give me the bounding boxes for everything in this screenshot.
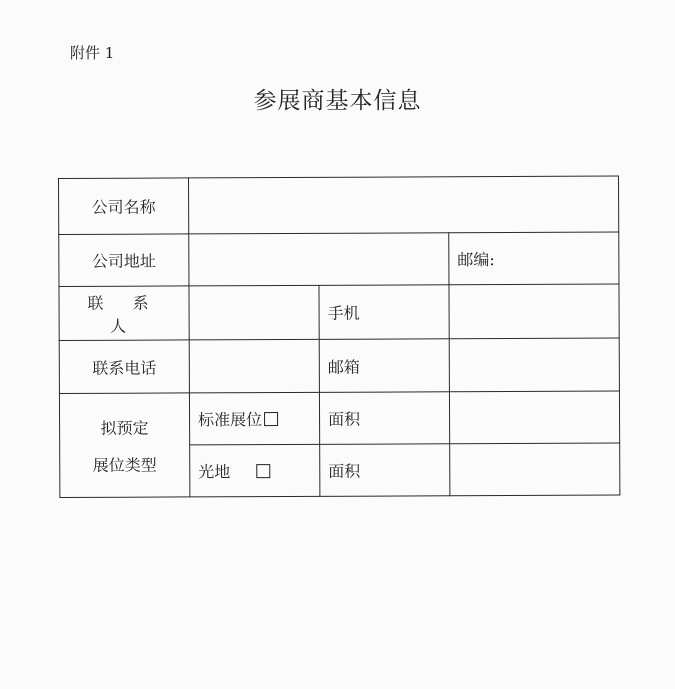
area-field-standard[interactable] (449, 391, 619, 444)
raw-space-checkbox[interactable] (256, 464, 270, 478)
email-field[interactable] (449, 338, 619, 392)
row-standard-booth (59, 391, 619, 445)
postcode-label: 邮编: (457, 250, 495, 270)
standard-booth-checkbox[interactable] (264, 412, 278, 426)
contact-person-field[interactable] (189, 285, 319, 340)
standard-booth-option[interactable] (189, 392, 319, 445)
row-contact-phone (59, 338, 619, 393)
document-title: 参展商基本信息 (253, 88, 422, 114)
row-company-address (59, 232, 619, 286)
attachment-label: 附件 1 (70, 44, 115, 62)
company-name-field[interactable] (189, 176, 619, 234)
company-address-label: 公司地址 (59, 234, 189, 287)
booth-type-label-line2: 展位类型 (92, 455, 157, 475)
area-field-raw[interactable] (450, 443, 620, 496)
booth-type-label (59, 393, 189, 498)
row-contact-person (59, 284, 619, 340)
booth-type-label-line1: 拟预定 (100, 418, 149, 438)
mobile-label: 手机 (319, 285, 449, 340)
raw-space-option[interactable] (190, 444, 320, 497)
raw-space-label: 光地 (198, 462, 231, 482)
area-label-raw: 面积 (320, 444, 450, 497)
company-name-label: 公司名称 (59, 178, 189, 235)
contact-person-label: 联 系 人 (59, 286, 189, 341)
exhibitor-info-form (58, 176, 620, 498)
email-label: 邮箱 (319, 339, 449, 393)
area-label-standard: 面积 (319, 392, 449, 445)
postcode-field[interactable] (449, 232, 619, 285)
contact-phone-label: 联系电话 (59, 340, 189, 394)
contact-phone-field[interactable] (189, 339, 319, 393)
mobile-field[interactable] (449, 284, 619, 339)
company-address-field[interactable] (189, 233, 449, 286)
row-company-name (59, 176, 619, 234)
standard-booth-label: 标准展位 (198, 410, 263, 430)
